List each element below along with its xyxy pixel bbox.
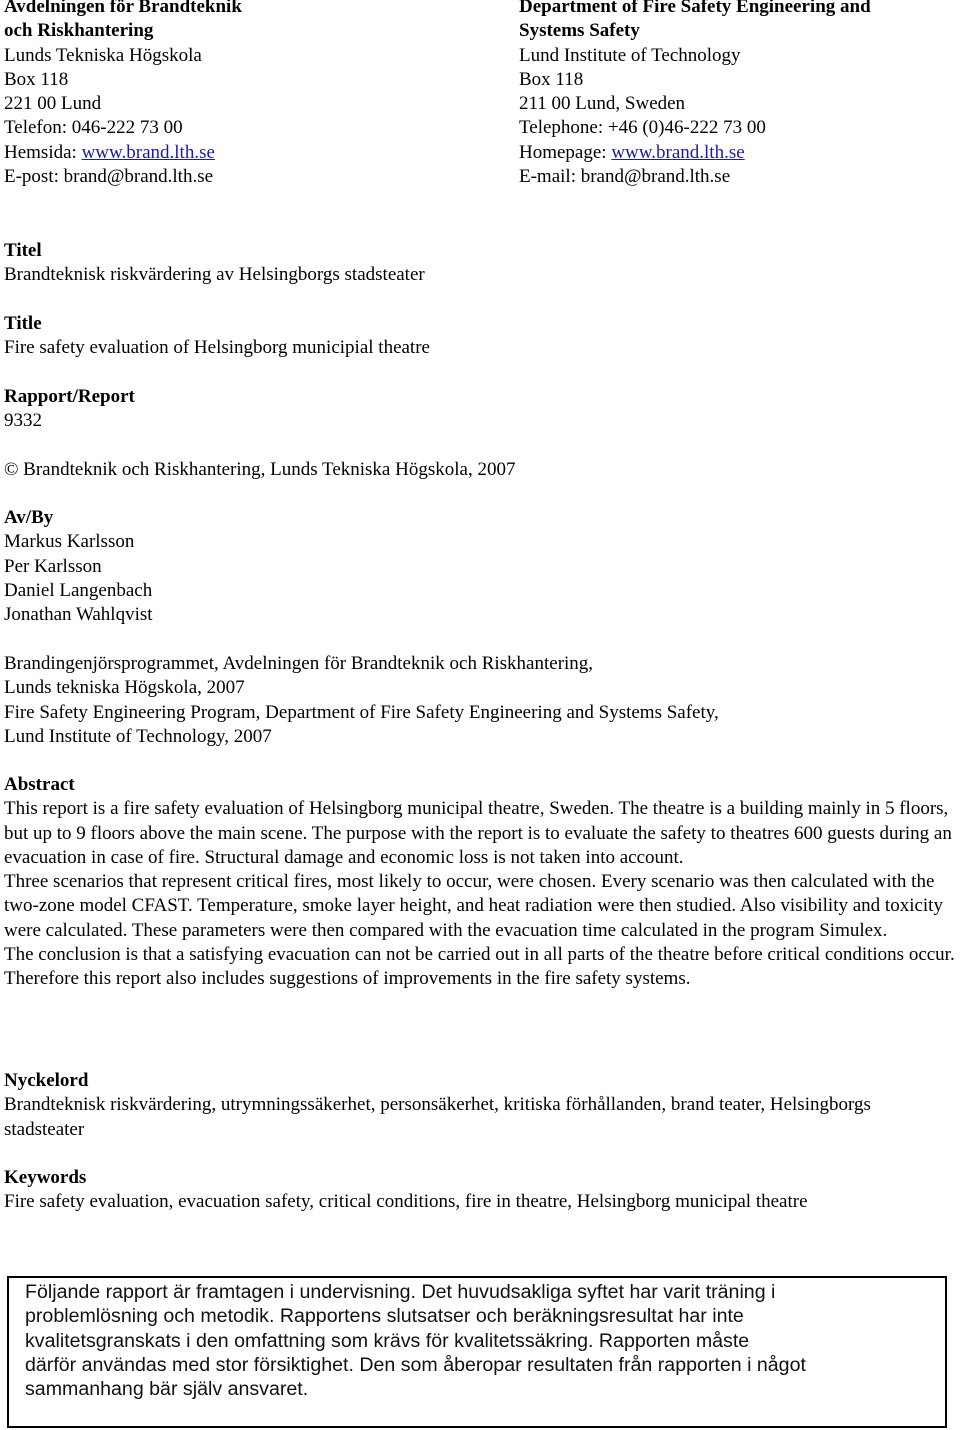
department-name-sv-line1: Avdelningen för Brandteknik <box>4 0 242 17</box>
institution-sv: Lunds Tekniska Högskola <box>4 44 202 66</box>
author-name: Per Karlsson <box>4 555 102 577</box>
title-value: Fire safety evaluation of Helsingborg municipial theatre <box>4 337 430 359</box>
report-number: 9332 <box>4 410 42 432</box>
author-name: Markus Karlsson <box>4 531 135 553</box>
keywords-label: Keywords <box>4 1167 87 1188</box>
phone-sv: Telefon: 046-222 73 00 <box>4 117 183 139</box>
postal-sv: 221 00 Lund <box>4 93 102 115</box>
disclaimer-box <box>7 1276 947 1428</box>
report-label: Rapport/Report <box>4 386 135 407</box>
program-section <box>4 652 956 749</box>
institution-en: Lund Institute of Technology <box>519 44 741 66</box>
abstract-paragraph: This report is a fire safety evaluation of Helsingborg municipal theatre, Sweden. The theatre is a building mainly in 5 floors, but up to 9 floors above the main scene. The purpose with the report is to evaluate the safety to theatres 600 guests during an evacuation in case of fire. Structural damage and economic loss is not taken into account. <box>4 798 952 868</box>
abstract-paragraph: The conclusion is that a satisfying evacuation can not be carried out in all parts of the theatre before critical conditions occur. Therefore this report also includes suggestions of improvements in the fire safety systems. <box>4 944 955 990</box>
authors-section <box>4 506 956 627</box>
email-en: E-mail: brand@brand.lth.se <box>519 166 731 188</box>
program-line: Brandingenjörsprogrammet, Avdelningen för Brandteknik och Riskhantering, <box>4 653 594 674</box>
title-section <box>4 312 956 361</box>
disclaimer-line: Följande rapport är framtagen i undervisning. Det huvudsakliga syftet har varit träning i <box>25 1281 776 1303</box>
disclaimer-line: problemlösning och metodik. Rapportens slutsatser och beräkningsresultat har inte <box>25 1305 744 1328</box>
nyckelord-label: Nyckelord <box>4 1070 89 1091</box>
phone-en: Telephone: +46 (0)46-222 73 00 <box>519 117 766 139</box>
abstract-section <box>4 773 956 992</box>
program-line: Lund Institute of Technology, 2007 <box>4 725 272 747</box>
program-line: Lunds tekniska Högskola, 2007 <box>4 677 245 699</box>
author-name: Jonathan Wahlqvist <box>4 604 153 626</box>
department-name-en-line2: Systems Safety <box>519 20 640 42</box>
titel-label: Titel <box>4 240 42 261</box>
nyckelord-value: Brandteknisk riskvärdering, utrymningssäkerhet, personsäkerhet, kritiska förhållanden, brand teater, Helsingborgs stadsteater <box>4 1094 871 1140</box>
title-label: Title <box>4 313 42 334</box>
authors-label: Av/By <box>4 507 54 528</box>
postal-en: 211 00 Lund, Sweden <box>519 93 686 115</box>
nyckelord-section <box>4 1069 904 1142</box>
copyright-text: © Brandteknik och Riskhantering, Lunds Tekniska Högskola, 2007 <box>4 459 516 480</box>
email-sv: E-post: brand@brand.lth.se <box>4 166 214 188</box>
homepage-link-en[interactable]: www.brand.lth.se <box>611 141 745 163</box>
keywords-value: Fire safety evaluation, evacuation safety, critical conditions, fire in theatre, Helsingborg municipal theatre <box>4 1191 808 1213</box>
keywords-section <box>4 1166 956 1215</box>
titel-section <box>4 239 956 288</box>
abstract-label: Abstract <box>4 774 75 795</box>
homepage-en <box>519 141 959 165</box>
program-line: Fire Safety Engineering Program, Department of Fire Safety Engineering and Systems Safety, <box>4 701 719 723</box>
copyright-section <box>4 458 956 482</box>
homepage-label-sv: Hemsida: <box>4 141 82 163</box>
department-name-sv-line2: och Riskhantering <box>4 20 154 42</box>
homepage-link-sv[interactable]: www.brand.lth.se <box>81 141 215 163</box>
header-right <box>519 0 959 189</box>
homepage-sv <box>4 141 504 165</box>
author-name: Daniel Langenbach <box>4 579 153 601</box>
disclaimer-line: därför användas med stor försiktighet. Den som åberopar resultaten från rapporten i något <box>25 1353 806 1376</box>
department-name-en-line1: Department of Fire Safety Engineering and <box>519 0 871 17</box>
homepage-label-en: Homepage: <box>519 141 612 163</box>
report-section <box>4 385 956 434</box>
box-sv: Box 118 <box>4 68 69 90</box>
disclaimer-line: kvalitetsgranskats i den omfattning som krävs för kvalitetssäkring. Rapporten måste <box>25 1329 750 1352</box>
disclaimer-line: sammanhang bär själv ansvaret. <box>25 1378 309 1401</box>
header-left <box>4 0 504 189</box>
abstract-paragraph: Three scenarios that represent critical fires, most likely to occur, were chosen. Every scenario was then calculated with the two-zone model CFAST. Temperature, smoke layer height, and heat radiation were then studied. Also visibility and toxicity were calculated. These parameters were then compared with the evacuation time calculated in the program Simulex. <box>4 871 943 941</box>
box-en: Box 118 <box>519 68 584 90</box>
titel-value: Brandteknisk riskvärdering av Helsingborgs stadsteater <box>4 264 425 286</box>
